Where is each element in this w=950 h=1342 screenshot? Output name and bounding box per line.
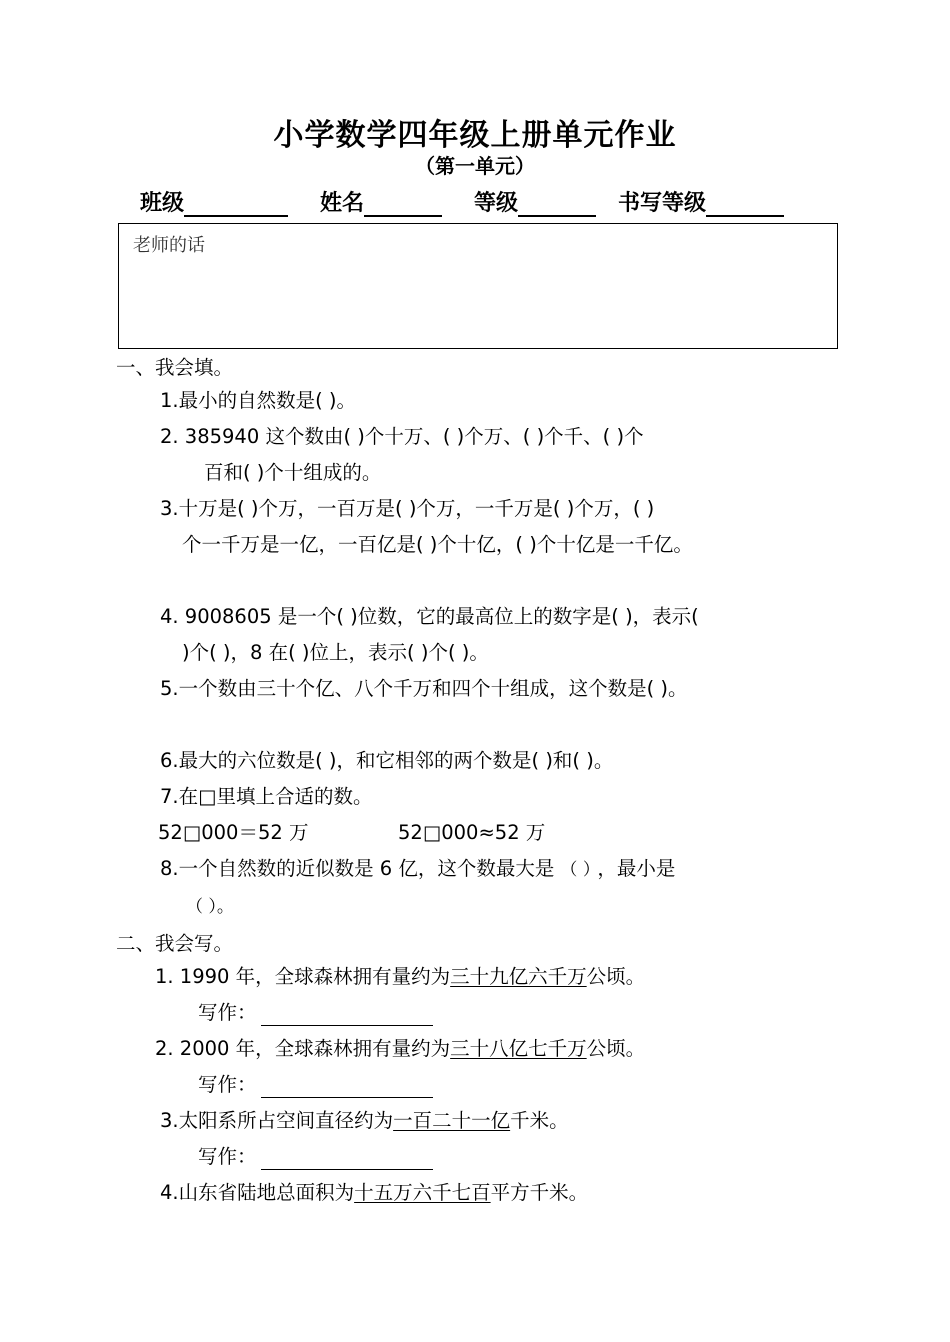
write-question-1-post: 公顷。	[586, 965, 646, 988]
question-8-text: 8.一个自然数的近似数是 6 亿，这个数最大是	[160, 857, 555, 880]
write-answer-3-blank[interactable]	[261, 1147, 433, 1170]
question-7-equation-1: 52□000＝52 万	[158, 821, 309, 844]
class-blank[interactable]	[184, 191, 288, 217]
write-question-2-number: 三十八亿七千万	[450, 1037, 587, 1060]
write-question-3-post: 千米。	[510, 1109, 569, 1132]
write-question-2-post: 公顷。	[586, 1037, 646, 1060]
question-3-line1: 3.十万是( )个万，一百万是( )个万，一千万是( )个万，( )	[160, 497, 655, 520]
write-question-3-number: 一百二十一亿	[393, 1109, 511, 1132]
writing-grade-field	[618, 186, 784, 217]
write-question-4-post: 平方千米。	[490, 1181, 589, 1204]
question-8-line1	[160, 856, 675, 883]
question-8-max-blank: （ ）	[560, 860, 592, 880]
grade-label: 等级	[474, 191, 519, 216]
write-question-3	[160, 1108, 569, 1134]
grade-blank[interactable]	[518, 191, 596, 217]
write-answer-3	[198, 1144, 433, 1170]
write-answer-1-blank[interactable]	[261, 1003, 433, 1026]
teacher-comment-label: 老师的话	[133, 235, 205, 256]
write-question-1-pre: 1. 1990 年，全球森林拥有量约为	[155, 965, 451, 988]
section2-heading: 二、我会写。	[116, 932, 234, 955]
write-question-4	[160, 1180, 588, 1206]
teacher-comment-box[interactable]	[118, 223, 838, 349]
writing-grade-label: 书写等级	[618, 191, 707, 216]
write-answer-2-blank[interactable]	[261, 1075, 433, 1098]
write-question-4-pre: 4.山东省陆地总面积为	[160, 1181, 355, 1204]
unit-subtitle: （第一单元）	[415, 154, 535, 178]
question-3-line2: 个一千万是一亿，一百亿是( )个十亿，( )个十亿是一千亿。	[182, 533, 693, 556]
question-5: 5.一个数由三十个亿、八个千万和四个十组成，这个数是( )。	[160, 677, 688, 700]
write-question-1	[155, 964, 645, 990]
write-answer-2	[198, 1072, 433, 1098]
class-field	[140, 186, 288, 217]
question-8-min-text: ，最小是	[597, 857, 676, 880]
write-question-2-pre: 2. 2000 年，全球森林拥有量约为	[155, 1037, 451, 1060]
question-4-line2: )个( )，8 在( )位上，表示( )个( )。	[182, 641, 489, 664]
page-title: 小学数学四年级上册单元作业	[273, 118, 677, 153]
question-2-line2: 百和( )个十组成的。	[204, 461, 382, 484]
write-answer-1	[198, 1000, 433, 1026]
question-7-equation-2: 52□000≈52 万	[398, 821, 546, 844]
name-label: 姓名	[320, 191, 365, 216]
writing-grade-blank[interactable]	[706, 191, 784, 217]
write-question-3-pre: 3.太阳系所占空间直径约为	[160, 1109, 394, 1132]
write-question-1-number: 三十九亿六千万	[450, 965, 587, 988]
write-question-2	[155, 1036, 645, 1062]
question-8-line2: （ ）。	[186, 897, 234, 917]
question-2-line1: 2. 385940 这个数由( )个十万、( )个万、( )个千、( )个	[160, 425, 644, 448]
write-label: 写作：	[198, 1073, 257, 1096]
question-7: 7.在□里填上合适的数。	[160, 785, 373, 808]
grade-field	[474, 186, 596, 217]
write-label: 写作：	[198, 1145, 257, 1168]
section1-heading: 一、我会填。	[116, 356, 234, 379]
question-6: 6.最大的六位数是( )，和它相邻的两个数是( )和( )。	[160, 749, 614, 772]
class-label: 班级	[140, 191, 185, 216]
name-field	[320, 186, 442, 217]
question-4-line1: 4. 9008605 是一个( )位数，它的最高位上的数字是( )，表示(	[160, 605, 699, 628]
write-label: 写作：	[198, 1001, 257, 1024]
question-1: 1.最小的自然数是( )。	[160, 389, 357, 412]
write-question-4-number: 十五万六千七百	[354, 1181, 491, 1204]
name-blank[interactable]	[364, 191, 442, 217]
